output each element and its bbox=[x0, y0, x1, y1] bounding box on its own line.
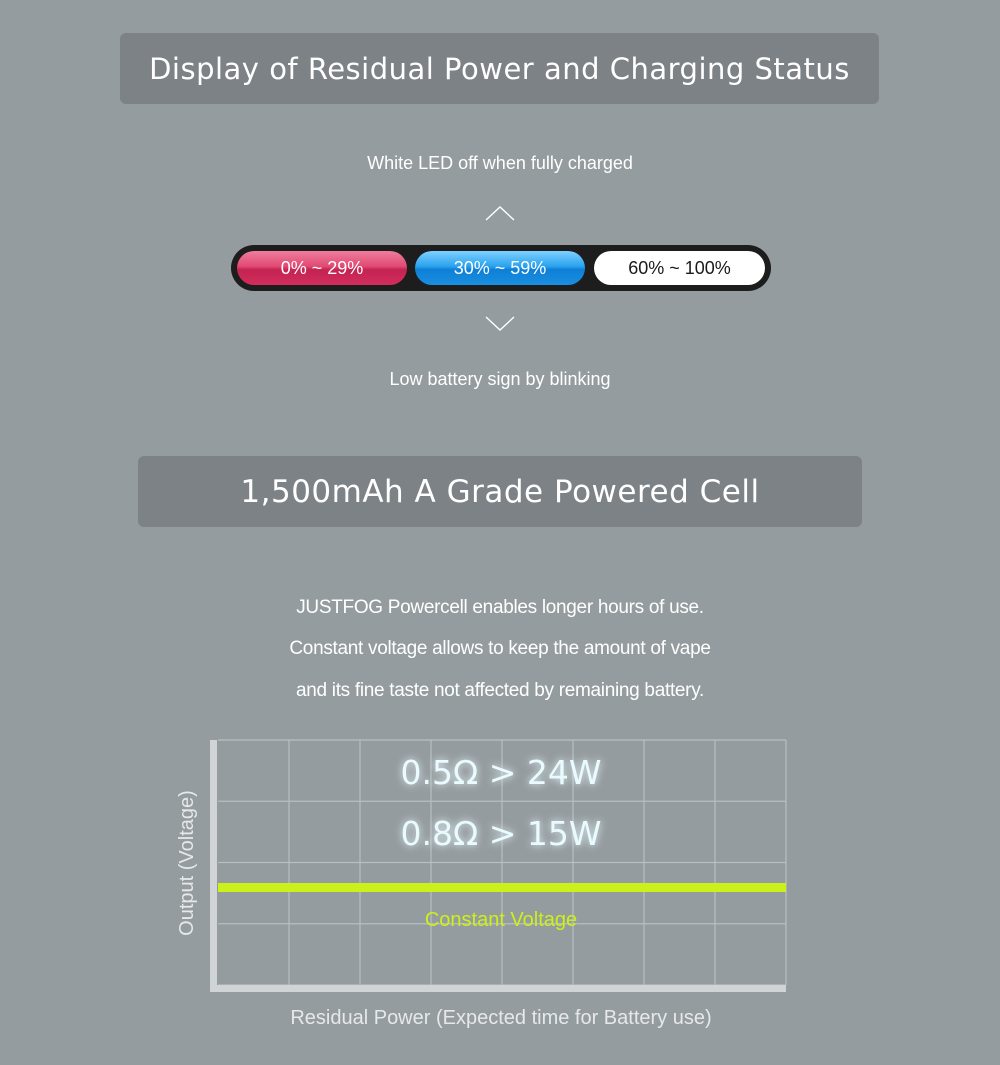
series-label: Constant Voltage bbox=[424, 909, 578, 931]
fully-charged-caption: White LED off when fully charged bbox=[367, 153, 633, 173]
annotation-15w: 0.8Ω > 15W bbox=[400, 814, 602, 853]
charging-status-title: Display of Residual Power and Charging Status bbox=[120, 33, 879, 104]
battery-level-bar bbox=[231, 245, 771, 291]
chevron-up-icon bbox=[485, 205, 515, 221]
description-line: Constant voltage allows to keep the amount of vape bbox=[289, 638, 711, 659]
constant-voltage-line bbox=[218, 883, 786, 892]
powered-cell-title: 1,500mAh A Grade Powered Cell bbox=[138, 456, 862, 527]
description-line: and its fine taste not affected by remaining battery. bbox=[296, 680, 704, 701]
chevron-down-icon bbox=[485, 316, 515, 332]
battery-level-medium: 30% ~ 59% bbox=[415, 251, 585, 285]
x-axis bbox=[210, 985, 786, 992]
x-axis-label: Residual Power (Expected time for Battery use) bbox=[290, 1007, 712, 1029]
annotation-24w: 0.5Ω > 24W bbox=[400, 753, 602, 792]
y-axis-label: Output (Voltage) bbox=[176, 790, 198, 936]
battery-level-low: 0% ~ 29% bbox=[237, 251, 407, 285]
battery-level-high: 60% ~ 100% bbox=[594, 251, 765, 285]
y-axis bbox=[210, 740, 217, 992]
description-line: JUSTFOG Powercell enables longer hours of use. bbox=[296, 597, 704, 618]
voltage-chart bbox=[160, 735, 800, 1035]
low-battery-caption: Low battery sign by blinking bbox=[389, 369, 611, 389]
